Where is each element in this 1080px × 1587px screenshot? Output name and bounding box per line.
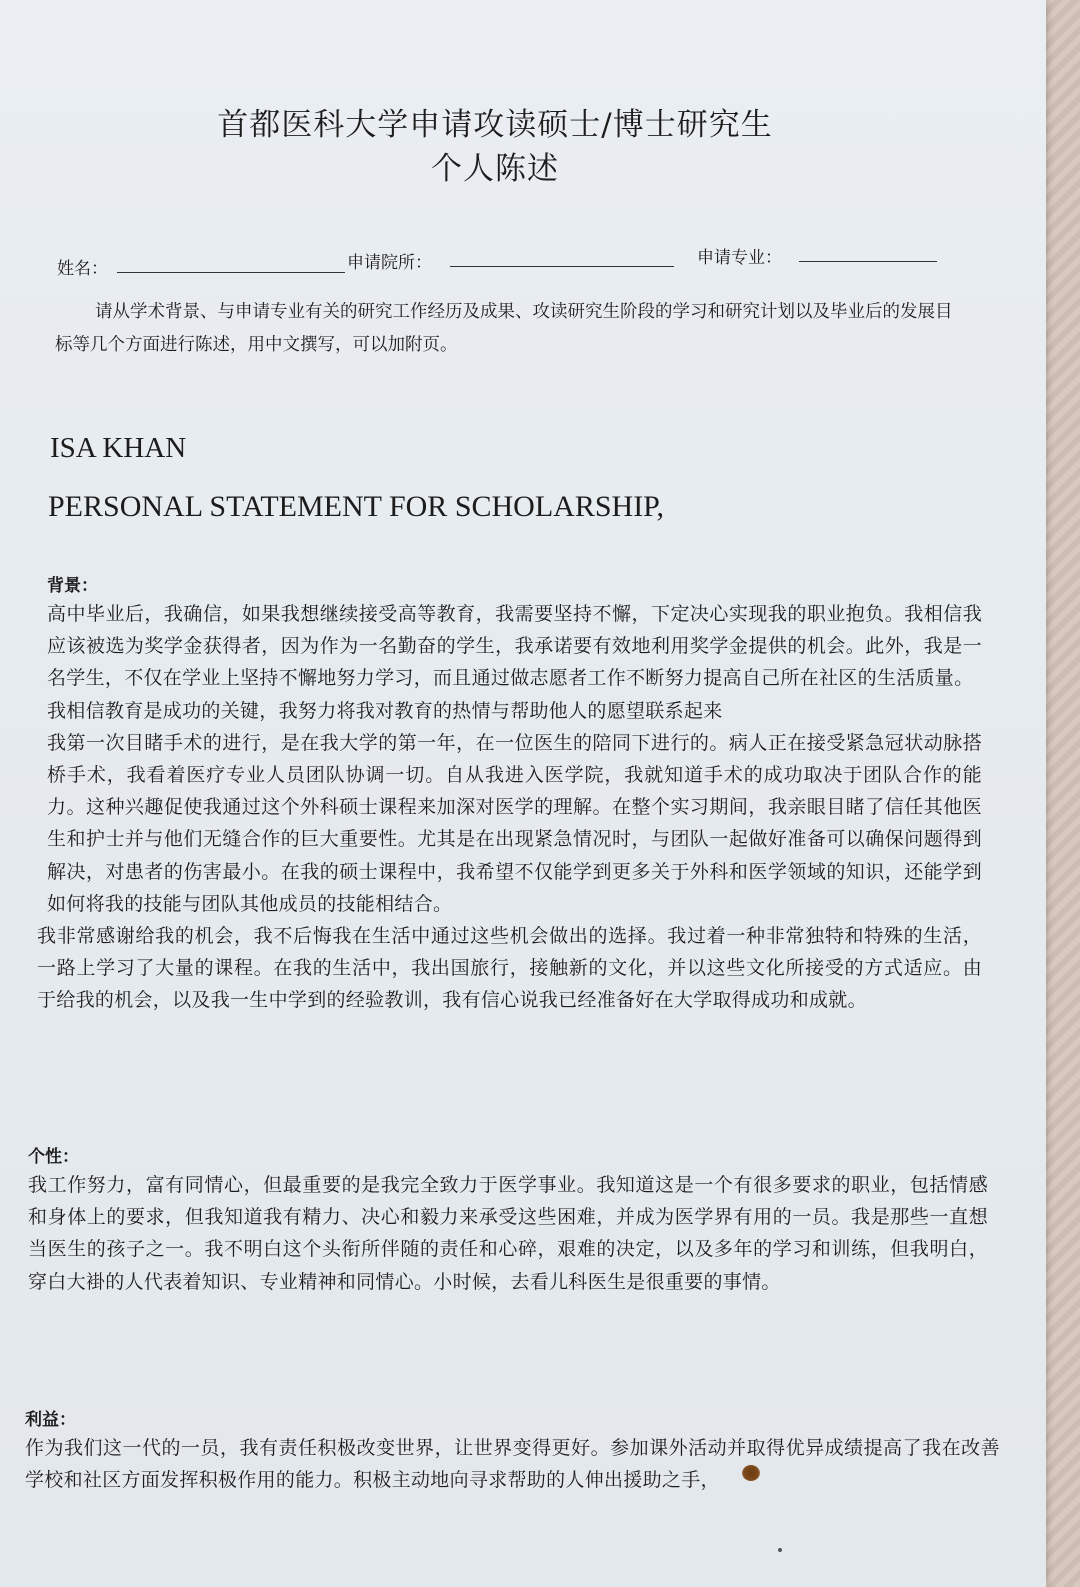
personality-heading: 个性： bbox=[28, 1147, 79, 1167]
benefits-heading: 利益： bbox=[25, 1410, 76, 1430]
section-personality bbox=[28, 1145, 988, 1298]
form-instruction: 请从学术背景、与申请专业有关的研究工作经历及成果、攻读研究生阶段的学习和研究计划以及毕业后的发展目标等几个方面进行陈述，用中文撰写，可以加附页。 bbox=[55, 302, 953, 355]
background-cloth bbox=[1046, 0, 1080, 1587]
institute-label: 申请院所： bbox=[347, 253, 432, 273]
form-title-line1: 首都医科大学申请攻读硕士/博士研究生 bbox=[217, 107, 773, 143]
major-label: 申请专业： bbox=[697, 248, 782, 268]
benefits-paragraph: 作为我们这一代的一员，我有责任积极改变世界，让世界变得更好。参加课外活动并取得优异成绩提高了我在改善学校和社区方面发挥积极作用的能力。积极主动地向寻求帮助的人伸出援助之手， bbox=[25, 1437, 1000, 1492]
background-paragraph: 我非常感谢给我的机会，我不后悔我在生活中通过这些机会做出的选择。我过着一种非常独特和特殊的生活，一路上学习了大量的课程。在我的生活中，我出国旅行，接触新的文化，并以这些文化所接受的方式适应。由于给我的机会，以及我一生中学到的经验教训，我有信心说我已经准备好在大学取得成功和成就。 bbox=[37, 925, 982, 1012]
background-paragraph: 我相信教育是成功的关键，我努力将我对教育的热情与帮助他人的愿望联系起来 bbox=[47, 699, 723, 722]
name-label: 姓名： bbox=[57, 259, 108, 279]
background-paragraph: 高中毕业后，我确信，如果我想继续接受高等教育，我需要坚持不懈，下定决心实现我的职业抱负。我相信我应该被选为奖学金获得者，因为作为一名勤奋的学生，我承诺要有效地利用奖学金提供的机会。此外，我是一名学生，不仅在学业上坚持不懈地努力学习，而且通过做志愿者工作不断努力提高自己所在社区的生活质量。 bbox=[47, 603, 982, 690]
applicant-name: ISA KHAN bbox=[50, 432, 187, 464]
stain-mark bbox=[742, 1465, 760, 1481]
section-background bbox=[37, 574, 982, 1017]
statement-title: PERSONAL STATEMENT FOR SCHOLARSHIP, bbox=[48, 490, 665, 523]
name-field-line bbox=[117, 272, 345, 273]
major-field-line bbox=[799, 261, 937, 262]
applicant-fields bbox=[57, 240, 957, 280]
form-title-line2: 个人陈述 bbox=[431, 151, 559, 187]
background-heading: 背景： bbox=[47, 576, 98, 596]
institute-field-line bbox=[450, 266, 674, 267]
background-paragraph: 我第一次目睹手术的进行，是在我大学的第一年，在一位医生的陪同下进行的。病人正在接受紧急冠状动脉搭桥手术，我看着医疗专业人员团队协调一切。自从我进入医学院，我就知道手术的成功取决于团队合作的能力。这种兴趣促使我通过这个外科硕士课程来加深对医学的理解。在整个实习期间，我亲眼目睹了信任其他医生和护士并与他们无缝合作的巨大重要性。尤其是在出现紧急情况时，与团队一起做好准备可以确保问题得到解决，对患者的伤害最小。在我的硕士课程中，我希望不仅能学到更多关于外科和医学领域的知识，还能学到如何将我的技能与团队其他成员的技能相结合。 bbox=[47, 731, 982, 915]
paper-dot bbox=[778, 1548, 782, 1552]
form-title bbox=[190, 103, 800, 191]
personality-paragraph: 我工作努力，富有同情心，但最重要的是我完全致力于医学事业。我知道这是一个有很多要求的职业，包括情感和身体上的要求，但我知道我有精力、决心和毅力来承受这些困难，并成为医学界有用的一员。我是那些一直想当医生的孩子之一。我不明白这个头衔所伴随的责任和心碎，艰难的决定，以及多年的学习和训练，但我明白，穿白大褂的人代表着知识、专业精神和同情心。小时候，去看儿科医生是很重要的事情。 bbox=[28, 1174, 988, 1293]
section-benefits bbox=[25, 1408, 1000, 1496]
